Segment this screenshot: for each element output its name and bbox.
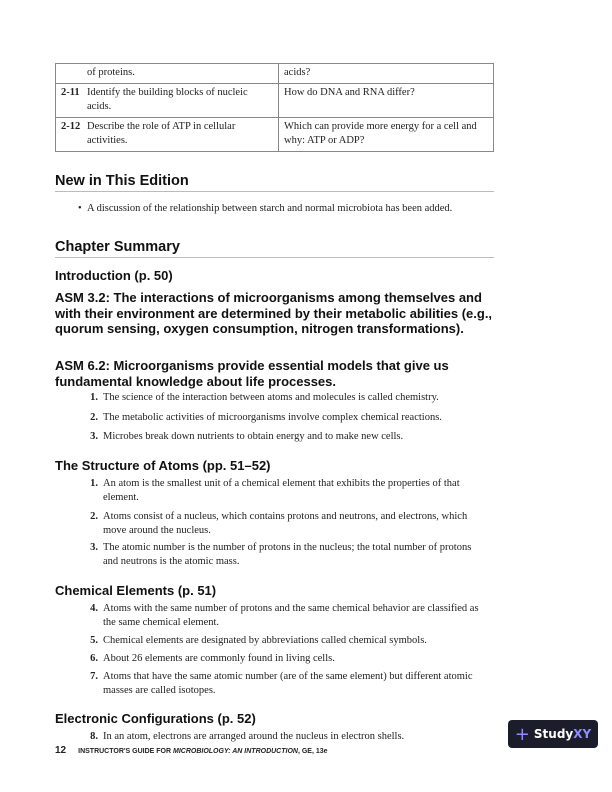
section-heading: Chemical Elements (p. 51)	[55, 583, 217, 598]
page-number: 12	[55, 745, 67, 756]
list-item: 2. The metabolic activities of microorganisms involve complex chemical reactions.	[90, 412, 442, 423]
objective-text: of proteins.	[87, 67, 135, 78]
objective-number: 2-11	[61, 87, 80, 98]
list-item: 5. Chemical elements are designated by abbreviations called chemical symbols.	[90, 635, 427, 646]
new-edition-heading: New in This Edition	[55, 173, 189, 189]
objective-number: 2-12	[61, 121, 81, 132]
objective-text: Identify the building blocks of nucleic acids.	[87, 87, 248, 112]
section-heading: Electronic Configurations (p. 52)	[55, 711, 256, 726]
bullet-item: • A discussion of the relationship between starch and normal microbiota has been added.	[78, 203, 453, 214]
plus-icon: +	[514, 723, 530, 745]
list-item: 3. Microbes break down nutrients to obtain energy and to make new cells.	[90, 431, 404, 442]
asm-heading: ASM 6.2: Microorganisms provide essential models that give us fundamental knowledge about life processes.	[55, 358, 449, 389]
check-question: How do DNA and RNA differ?	[279, 84, 494, 118]
list-item: 1. The science of the interaction between atoms and molecules is called chemistry.	[90, 392, 439, 403]
page-footer: 12 INSTRUCTOR'S GUIDE FOR MICROBIOLOGY: AN INTRODUCTION, GE, 13e	[55, 745, 328, 756]
objective-text: Describe the role of ATP in cellular activities.	[87, 121, 236, 146]
asm-heading: ASM 3.2: The interactions of microorganisms among themselves and with their environment are determined by their metabolic abilities (e.g., quorum sensing, oxygen consumption, nitrogen transformations).	[55, 290, 493, 336]
list-item: 3. The atomic number is the number of protons in the nucleus; the total number of protons and neutrons is the atomic mass.	[90, 542, 472, 567]
studyxy-badge[interactable]	[508, 720, 598, 748]
list-item: 1. An atom is the smallest unit of a chemical element that exhibits the properties of that element.	[90, 478, 460, 503]
list-item: 7. Atoms that have the same atomic number (are of the same element) but different atomic masses are called isotopes.	[90, 671, 473, 696]
section-heading: The Structure of Atoms (pp. 51–52)	[55, 458, 271, 473]
list-item: 4. Atoms with the same number of protons and the same chemical behavior are classified as the same chemical element.	[90, 603, 479, 628]
bullet-icon: •	[78, 203, 87, 214]
list-item: 6. About 26 elements are commonly found in living cells.	[90, 653, 335, 664]
check-question: Which can provide more energy for a cell and why: ATP or ADP?	[279, 118, 494, 152]
divider	[55, 257, 494, 258]
table-row	[56, 84, 494, 118]
list-item: 2. Atoms consist of a nucleus, which contains protons and neutrons, and electrons, which move around the nucleus.	[90, 511, 468, 536]
table-row	[56, 118, 494, 152]
chapter-summary-heading: Chapter Summary	[55, 239, 180, 255]
table-row	[56, 64, 494, 84]
section-heading: Introduction (p. 50)	[55, 268, 173, 283]
check-question: acids?	[279, 64, 494, 84]
list-item: 8. In an atom, electrons are arranged around the nucleus in electron shells.	[90, 731, 405, 742]
objectives-table	[55, 63, 494, 152]
badge-label: StudyXY	[533, 727, 592, 741]
divider	[55, 191, 494, 192]
